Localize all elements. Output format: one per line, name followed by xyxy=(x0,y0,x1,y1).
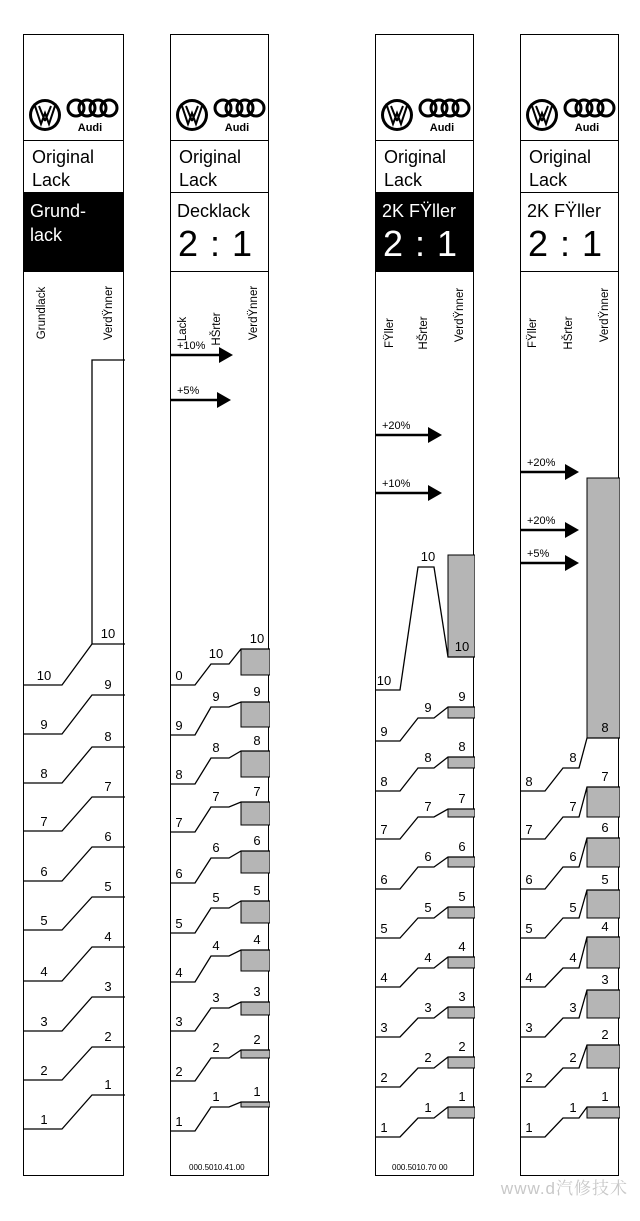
left-mark: 7 xyxy=(175,815,183,830)
right-mark: 8 xyxy=(601,720,609,735)
scale-line xyxy=(24,847,125,881)
original-lack-label: Original Lack xyxy=(384,147,447,190)
mid-mark: 10 xyxy=(208,646,224,661)
mid-mark: 4 xyxy=(212,938,220,953)
right-mark: 4 xyxy=(458,939,466,954)
mid-mark: 3 xyxy=(424,1000,432,1015)
left-mark: 6 xyxy=(525,872,533,887)
mid-mark: 1 xyxy=(424,1100,432,1115)
mix-ratio: 2 : 1 xyxy=(383,223,459,264)
grundlack-mark: 5 xyxy=(40,913,48,928)
mid-mark: 6 xyxy=(569,849,577,864)
ruler-title: 2K FŸller xyxy=(382,201,457,221)
right-mark: 1 xyxy=(253,1084,261,1099)
arrow-label: +10% xyxy=(382,478,411,490)
right-mark: 2 xyxy=(253,1032,261,1047)
arrow-label: +20% xyxy=(382,420,411,432)
mid-mark: 2 xyxy=(569,1050,577,1065)
scale-line xyxy=(24,947,125,981)
grundlack-mark: 6 xyxy=(40,864,48,879)
mix-band xyxy=(587,937,620,968)
mix-band xyxy=(587,1045,620,1068)
right-mark: 5 xyxy=(601,872,609,887)
column-label-fueller: FŸller xyxy=(384,317,396,349)
right-mark: 5 xyxy=(253,883,261,898)
verduenner-mark: 10 xyxy=(100,626,116,641)
catalog-number: 000.5010.70 00 xyxy=(392,1163,448,1172)
column-label-haerter: HŠrter xyxy=(563,316,575,350)
grundlack-mark: 3 xyxy=(40,1014,48,1029)
mix-ratio: 2 : 1 xyxy=(528,223,604,264)
grundlack-mark: 4 xyxy=(40,964,48,979)
mix-band xyxy=(241,851,270,873)
ruler-decklack xyxy=(170,34,269,1176)
ruler-chart xyxy=(171,35,270,1177)
right-mark: 6 xyxy=(253,833,261,848)
verduenner-mark: 8 xyxy=(104,729,112,744)
left-mark: 9 xyxy=(380,724,388,739)
arrow-label: +20% xyxy=(527,457,556,469)
column-label-verduenner: VerdŸnner xyxy=(103,285,115,341)
left-mark: 7 xyxy=(525,822,533,837)
left-mark: 6 xyxy=(175,866,183,881)
mix-band xyxy=(241,751,270,777)
mix-band xyxy=(448,1007,475,1018)
mix-band xyxy=(241,802,270,825)
left-mark: 2 xyxy=(525,1070,533,1085)
left-mark: 0 xyxy=(175,668,183,683)
right-mark: 9 xyxy=(458,689,466,704)
mix-band xyxy=(448,1107,475,1118)
watermark: www.d汽修技术 xyxy=(500,1179,628,1198)
mix-band xyxy=(448,957,475,968)
left-mark: 8 xyxy=(525,774,533,789)
ruler-chart xyxy=(521,35,620,1177)
left-mark: 4 xyxy=(380,970,388,985)
mix-band xyxy=(241,950,270,971)
mid-mark: 5 xyxy=(569,900,577,915)
mid-mark: 3 xyxy=(212,990,220,1005)
right-mark: 10 xyxy=(454,639,470,654)
mix-band xyxy=(448,857,475,867)
right-mark: 6 xyxy=(601,820,609,835)
arrow-head-icon xyxy=(428,485,442,501)
original-lack-label: Original Lack xyxy=(32,147,95,190)
audi-wordmark-icon: Audi xyxy=(77,122,103,134)
ruler-chart xyxy=(376,35,475,1177)
left-mark: 3 xyxy=(380,1020,388,1035)
right-mark: 7 xyxy=(253,784,261,799)
verduenner-mark: 4 xyxy=(104,929,112,944)
right-mark: 3 xyxy=(601,972,609,987)
mid-mark: 1 xyxy=(212,1089,220,1104)
arrow-label: +20% xyxy=(527,515,556,527)
right-mark: 1 xyxy=(458,1089,466,1104)
right-mark: 3 xyxy=(458,989,466,1004)
mix-band xyxy=(448,1057,475,1068)
grundlack-mark: 10 xyxy=(36,668,52,683)
arrow-label: +5% xyxy=(527,548,550,560)
right-mark: 2 xyxy=(601,1027,609,1042)
mix-band xyxy=(587,990,620,1018)
right-mark: 10 xyxy=(249,631,265,646)
left-mark: 2 xyxy=(175,1064,183,1079)
scale-line xyxy=(24,1095,125,1129)
mid-mark: 2 xyxy=(424,1050,432,1065)
arrow-head-icon xyxy=(428,427,442,443)
mid-mark: 7 xyxy=(424,799,432,814)
mid-mark: 4 xyxy=(424,950,432,965)
right-mark: 3 xyxy=(253,984,261,999)
arrow-head-icon xyxy=(565,555,579,571)
audi-wordmark-icon: Audi xyxy=(429,122,455,134)
mid-mark: 10 xyxy=(420,549,436,564)
scale-line xyxy=(92,360,125,644)
arrow-label: +5% xyxy=(177,385,200,397)
left-mark: 1 xyxy=(525,1120,533,1135)
left-mark: 4 xyxy=(175,965,183,980)
left-mark: 4 xyxy=(525,970,533,985)
right-mark: 8 xyxy=(458,739,466,754)
column-label-haerter: HŠrter xyxy=(211,312,223,346)
left-mark: 7 xyxy=(380,822,388,837)
right-mark: 1 xyxy=(601,1089,609,1104)
verduenner-mark: 2 xyxy=(104,1029,112,1044)
arrow-label: +10% xyxy=(177,340,206,352)
mix-band xyxy=(241,901,270,923)
arrow-head-icon xyxy=(565,464,579,480)
grundlack-mark: 9 xyxy=(40,717,48,732)
mid-mark: 8 xyxy=(212,740,220,755)
right-mark: 5 xyxy=(458,889,466,904)
mix-band xyxy=(587,478,620,738)
left-mark: 5 xyxy=(175,916,183,931)
mix-band xyxy=(448,809,475,817)
original-lack-label: Original Lack xyxy=(179,147,242,190)
right-mark: 4 xyxy=(253,932,261,947)
left-mark: 3 xyxy=(175,1014,183,1029)
audi-wordmark-icon: Audi xyxy=(224,122,250,134)
verduenner-mark: 7 xyxy=(104,779,112,794)
right-mark: 7 xyxy=(601,769,609,784)
mid-mark: 8 xyxy=(569,750,577,765)
original-lack-label: Original Lack xyxy=(529,147,592,190)
mix-band xyxy=(241,702,270,727)
right-mark: 8 xyxy=(253,733,261,748)
scale-line xyxy=(24,797,125,831)
mix-band xyxy=(587,838,620,867)
verduenner-mark: 9 xyxy=(104,677,112,692)
ruler-title: Grund- lack xyxy=(30,201,87,245)
mix-band xyxy=(448,757,475,768)
column-label-fueller: FŸller xyxy=(527,317,539,349)
left-mark: 3 xyxy=(525,1020,533,1035)
column-label-verduenner: VerdŸnner xyxy=(454,287,466,343)
audi-wordmark-icon: Audi xyxy=(574,122,600,134)
ruler-2k-fueller xyxy=(375,34,474,1176)
left-mark: 5 xyxy=(525,921,533,936)
mix-band xyxy=(241,1002,270,1015)
column-label-haerter: HŠrter xyxy=(418,316,430,350)
ruler-2k-fueller-b xyxy=(520,34,619,1176)
left-mark: 6 xyxy=(380,872,388,887)
mid-mark: 9 xyxy=(212,689,220,704)
right-mark: 7 xyxy=(458,791,466,806)
ruler-title: 2K FŸller xyxy=(527,201,602,221)
right-mark: 4 xyxy=(601,919,609,934)
mid-mark: 5 xyxy=(424,900,432,915)
scale-line xyxy=(24,1047,125,1080)
grundlack-mark: 1 xyxy=(40,1112,48,1127)
left-mark: 2 xyxy=(380,1070,388,1085)
mid-mark: 2 xyxy=(212,1040,220,1055)
mid-mark: 7 xyxy=(569,799,577,814)
arrow-head-icon xyxy=(217,392,231,408)
column-label-verduenner: VerdŸnner xyxy=(599,287,611,343)
mix-band xyxy=(587,890,620,918)
mid-mark: 3 xyxy=(569,1000,577,1015)
ruler-title: Decklack xyxy=(177,201,251,221)
grundlack-mark: 7 xyxy=(40,814,48,829)
scale-line xyxy=(24,897,125,930)
right-mark: 9 xyxy=(253,684,261,699)
verduenner-mark: 6 xyxy=(104,829,112,844)
column-label-verduenner: VerdŸnner xyxy=(248,285,260,341)
mid-mark: 6 xyxy=(212,840,220,855)
left-mark: 1 xyxy=(175,1114,183,1129)
right-mark: 6 xyxy=(458,839,466,854)
right-mark: 2 xyxy=(458,1039,466,1054)
arrow-head-icon xyxy=(565,522,579,538)
mid-mark: 6 xyxy=(424,849,432,864)
mid-mark: 7 xyxy=(212,789,220,804)
mix-band xyxy=(241,649,270,675)
grundlack-mark: 8 xyxy=(40,766,48,781)
mix-band xyxy=(587,787,620,817)
verduenner-mark: 5 xyxy=(104,879,112,894)
left-mark: 9 xyxy=(175,718,183,733)
ruler-grundlack xyxy=(23,34,124,1176)
left-mark: 10 xyxy=(376,673,392,688)
left-mark: 8 xyxy=(175,767,183,782)
mix-band xyxy=(448,707,475,718)
mid-mark: 1 xyxy=(569,1100,577,1115)
mid-mark: 4 xyxy=(569,950,577,965)
mid-mark: 8 xyxy=(424,750,432,765)
mix-band xyxy=(241,1050,270,1058)
scale-line xyxy=(24,997,125,1031)
scale-line xyxy=(24,747,125,783)
mix-band xyxy=(241,1102,270,1107)
mix-band xyxy=(448,907,475,918)
ruler-chart xyxy=(24,35,125,1177)
left-mark: 8 xyxy=(380,774,388,789)
column-label-lack: Lack xyxy=(177,316,189,342)
arrow-head-icon xyxy=(219,347,233,363)
grundlack-mark: 2 xyxy=(40,1063,48,1078)
verduenner-mark: 3 xyxy=(104,979,112,994)
mix-ratio: 2 : 1 xyxy=(178,223,254,264)
left-mark: 1 xyxy=(380,1120,388,1135)
mid-mark: 5 xyxy=(212,890,220,905)
mix-band xyxy=(587,1107,620,1118)
mid-mark: 9 xyxy=(424,700,432,715)
column-label-grundlack: Grundlack xyxy=(36,286,48,340)
verduenner-mark: 1 xyxy=(104,1077,112,1092)
left-mark: 5 xyxy=(380,921,388,936)
catalog-number: 000.5010.41.00 xyxy=(189,1163,245,1172)
